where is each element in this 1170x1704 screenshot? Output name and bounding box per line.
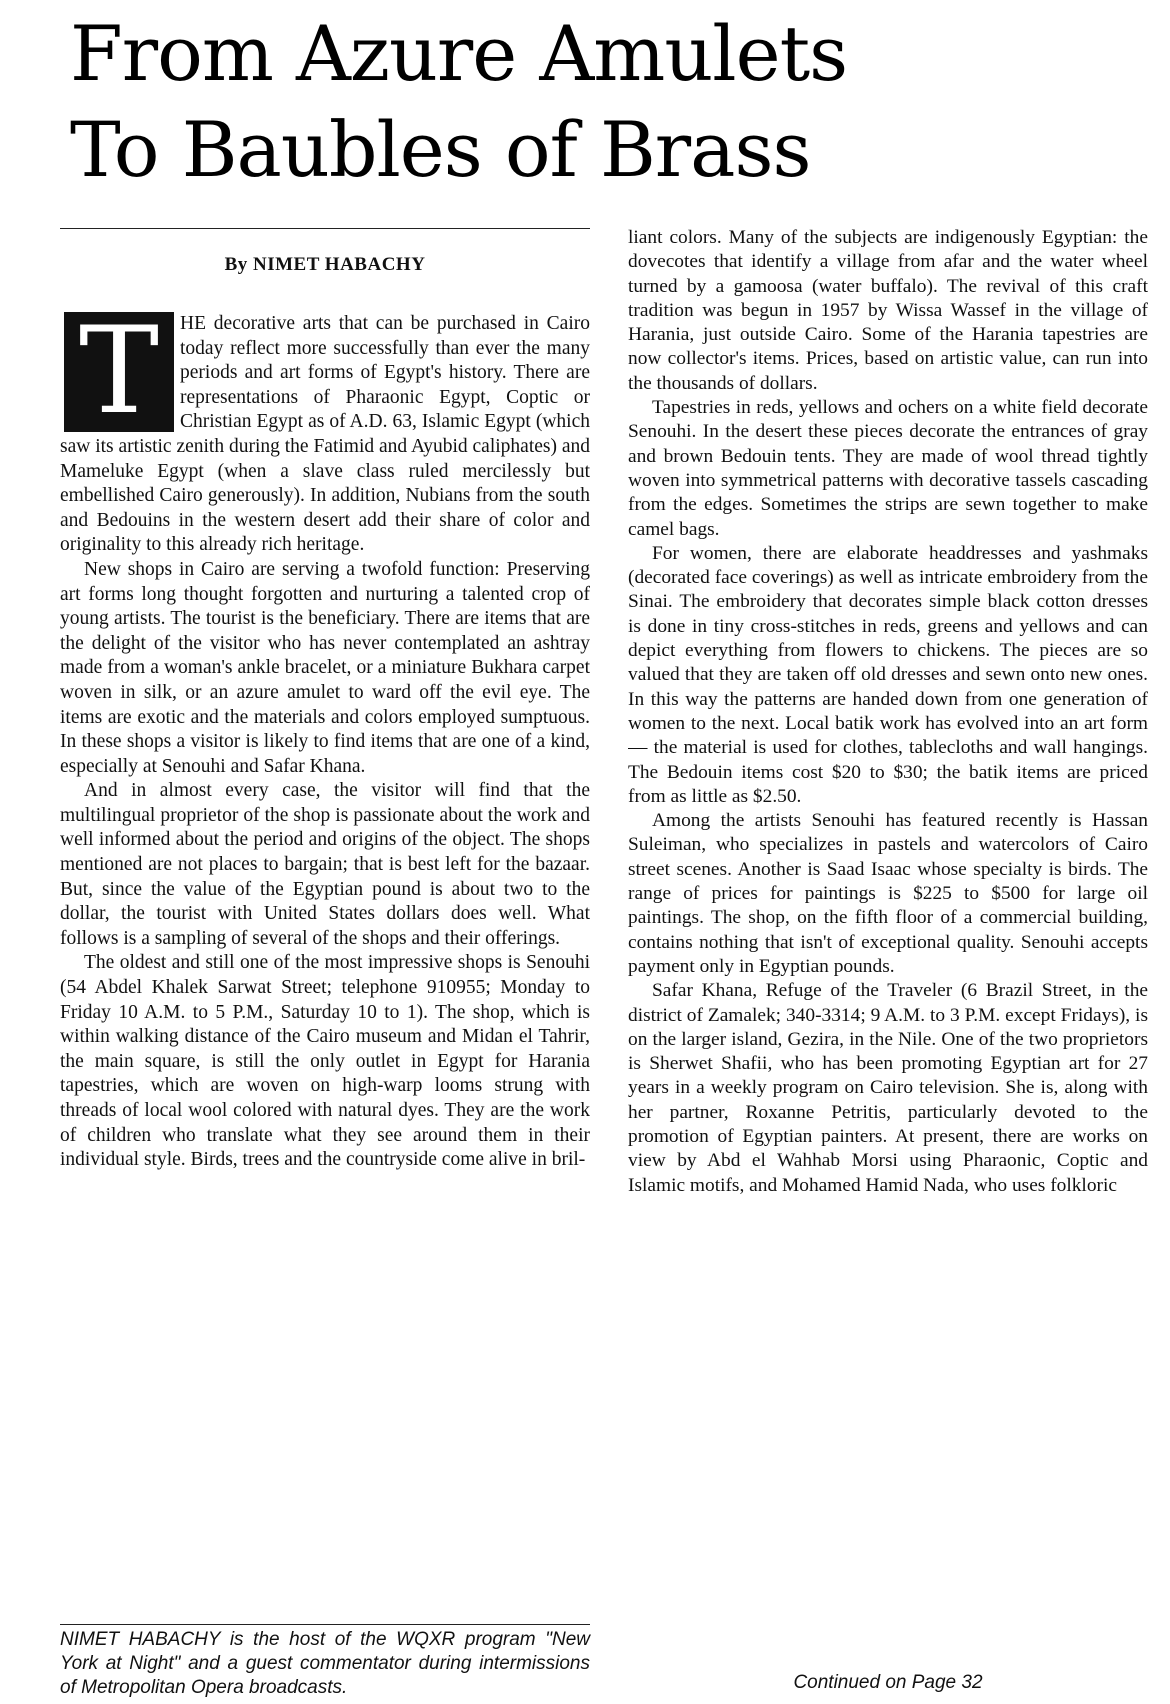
paragraph: For women, there are elaborate headdresses and yashmaks (decorated face coverings) as well as intricate embroidery from the Sinai. The embroidery that decorates simple black cotton dresses is done in tiny cross-stitches in reds, greens and yellows and can depict everything from flowers to chickens. The pieces are so valued that they are taken off old dresses and sewn onto new ones. In this way the patterns are handed down from one generation of women to the next. Local batik work has evolved into an art form — the material is used for clothes, tablecloths and wall hangings. The Bedouin items cost $20 to $30; the batik items are priced from as little as $2.50. [628,542,1148,807]
left-column [60,312,590,1622]
paragraph: HE decorative arts that can be purchased in Cairo today reflect more successfully than ever the many periods and art forms of Egypt's history. There are representations of Pharaonic Egypt, Coptic or Christian Egypt as of A.D. 63, Islamic Egypt (which saw its artistic zenith during the Fatimid and Ayubid caliphates) and Mameluke Egypt (when a slave class ruled mercilessly but embellished Cairo generously). In addition, Nubians from the south and Bedouins in the western desert add their share of color and originality to this already rich heritage. [60,313,590,556]
paragraph: The oldest and still one of the most impressive shops is Senouhi (54 Abdel Khalek Sarwat Street; telephone 910955; Monday to Friday 10 A.M. to 5 P.M., Saturday 10 to 1). The shop, which is within walking distance of the Cairo museum and Midan el Tahrir, the main square, is still the only outlet in Egypt for Harania tapestries, which are woven on high-warp looms strung with threads of local wool colored with natural dyes. They are the work of children who translate what they see around them in their individual style. Birds, trees and the countryside come alive in bril- [60,952,590,1171]
paragraph: Tapestries in reds, yellows and ochers on a white field decorate Senouhi. In the desert these pieces decorate the entrances of gray and brown Bedouin tents. They are made of wool thread tightly woven into symmetrical patterns with decorative tassels cascading from the edges. Sometimes the strips are sewn together to make camel bags. [628,397,1148,540]
author-bio: NIMET HABACHY is the host of the WQXR program "New York at Night" and a guest commentator during intermissions of Metropolitan Opera broadcasts. [60,1629,590,1698]
headline [70,6,1130,198]
paragraph: Among the artists Senouhi has featured recently is Hassan Suleiman, who specializes in pastels and watercolors of Cairo street scenes. Another is Saad Isaac whose specialty is birds. The range of prices for paintings is $225 to $500 for large oil paintings. The shop, on the fifth floor of a commercial building, contains nothing that isn't of exceptional quality. Senouhi accepts payment only in Egyptian pounds. [628,810,1148,977]
byline: By NIMET HABACHY [224,254,426,275]
byline-rule [60,228,590,229]
bio-rule [60,1624,590,1625]
paragraph: New shops in Cairo are serving a twofold function: Preserving art forms long thought forgotten and nurturing a talented crop of young artists. The tourist is the beneficiary. There are items that are the delight of the visitor who has never contemplated an ashtray made from a woman's ankle bracelet, or a miniature Bukhara carpet woven in silk, or an azure amulet to ward off the evil eye. The items are exotic and the materials and colors employed sumptuous. In these shops a visitor is likely to find items that are one of a kind, especially at Senouhi and Safar Khana. [60,558,590,777]
headline-line-1: From Azure Amulets [70,9,848,98]
continued-notice: Continued on Page 32 [793,1672,983,1693]
paragraph: liant colors. Many of the subjects are indigenously Egyptian: the dovecotes that identify a village from afar and the water wheel turned by a gamoosa (water buffalo). The revival of this craft tradition was begun in 1957 by Wissa Wassef in the village of Harania, just outside Cairo. Some of the Harania tapestries are now collector's items. Prices, based on artistic value, can run into the thousands of dollars. [628,227,1148,394]
paragraph: Safar Khana, Refuge of the Traveler (6 Brazil Street, in the district of Zamalek; 340-3314; 9 A.M. to 3 P.M. except Fridays), is on the larger island, Gezira, in the Nile. One of the two proprietors is Sherwet Shafii, who has been promoting Egyptian art for 27 years in a weekly program on Cairo television. She is, along with her partner, Roxanne Petritis, particularly devoted to the promotion of Egyptian painters. At present, there are works on view by Abd el Wahhab Morsi using Pharaonic, Coptic and Islamic motifs, and Mohamed Hamid Nada, who uses folkloric [628,980,1148,1196]
headline-line-2: To Baubles of Brass [70,105,811,194]
paragraph: And in almost every case, the visitor will find that the multilingual proprietor of the shop is passionate about the work and well informed about the period and origins of the object. The shops mentioned are not places to bargain; that is best left for the bazaar. But, since the value of the Egyptian pound is about two to the dollar, the tourist with United States dollars does well. What follows is a sampling of several of the shops and their offerings. [60,780,590,949]
drop-cap: T [64,312,174,432]
right-column [628,226,1148,1616]
